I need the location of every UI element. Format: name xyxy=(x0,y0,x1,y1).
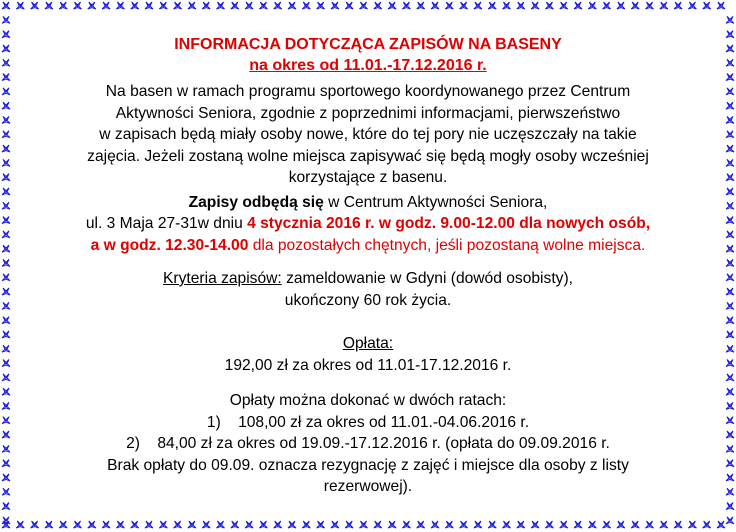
star-ornament-icon xyxy=(217,521,225,528)
fee-value: 192,00 zł za okres od 11.01-17.12.2016 r. xyxy=(224,356,512,374)
star-ornament-icon xyxy=(726,131,734,138)
star-ornament-icon xyxy=(560,2,568,9)
star-ornament-icon xyxy=(726,360,734,367)
star-ornament-icon xyxy=(259,2,267,9)
star-ornament-icon xyxy=(445,521,453,528)
star-ornament-icon xyxy=(2,374,10,381)
star-ornament-icon xyxy=(2,288,10,295)
star-ornament-icon xyxy=(116,521,124,528)
star-ornament-icon xyxy=(59,2,67,9)
star-ornament-icon xyxy=(2,31,10,38)
star-ornament-icon xyxy=(2,16,10,23)
intro-line-5: korzystające z basenu. xyxy=(288,169,448,186)
star-ornament-icon xyxy=(188,2,196,9)
registration-line-1 xyxy=(20,192,716,214)
star-ornament-icon xyxy=(674,2,682,9)
star-ornament-icon xyxy=(31,2,39,9)
star-ornament-icon xyxy=(374,2,382,9)
star-ornament-icon xyxy=(2,259,10,266)
star-ornament-icon xyxy=(2,388,10,395)
star-ornament-icon xyxy=(102,521,110,528)
star-ornament-icon xyxy=(2,488,10,495)
star-ornament-icon xyxy=(726,102,734,109)
star-ornament-icon xyxy=(2,188,10,195)
star-ornament-icon xyxy=(2,517,10,524)
star-ornament-icon xyxy=(2,345,10,352)
star-ornament-icon xyxy=(726,460,734,467)
star-ornament-icon xyxy=(317,2,325,9)
star-ornament-icon xyxy=(131,521,139,528)
star-ornament-icon xyxy=(603,521,611,528)
star-ornament-icon xyxy=(45,2,53,9)
title-line-1: INFORMACJA DOTYCZĄCA ZAPISÓW NA BASENY xyxy=(174,36,562,53)
star-ornament-icon xyxy=(45,521,53,528)
star-ornament-icon xyxy=(717,521,725,528)
registration-line-3 xyxy=(20,235,716,257)
fee-label: Opłata: xyxy=(342,335,394,352)
star-ornament-icon xyxy=(726,417,734,424)
star-ornament-icon xyxy=(545,521,553,528)
star-ornament-icon xyxy=(531,521,539,528)
star-ornament-icon xyxy=(660,2,668,9)
registration-place: w Centrum Aktywności Seniora, xyxy=(323,193,548,211)
star-ornament-icon xyxy=(2,45,10,52)
star-ornament-icon xyxy=(2,274,10,281)
star-ornament-icon xyxy=(2,145,10,152)
star-ornament-icon xyxy=(159,2,167,9)
notice-title xyxy=(20,34,716,76)
star-ornament-icon xyxy=(2,159,10,166)
installments-note-1: Brak opłaty do 09.09. oznacza rezygnację z zajęć i miejsce dla osoby z listy xyxy=(107,456,629,474)
star-ornament-icon xyxy=(317,521,325,528)
star-ornament-icon xyxy=(726,503,734,510)
star-ornament-icon xyxy=(726,231,734,238)
star-ornament-icon xyxy=(2,217,10,224)
criteria-text: zameldowanie w Gdyni (dowód osobisty), xyxy=(281,270,573,287)
intro-line-3: w zapisach będą miały osoby nowe, które do tej pory nie uczęszczały na takie xyxy=(99,126,637,143)
star-ornament-icon xyxy=(2,2,10,9)
star-ornament-icon xyxy=(646,2,654,9)
star-ornament-icon xyxy=(726,302,734,309)
star-ornament-icon xyxy=(259,521,267,528)
star-ornament-icon xyxy=(74,521,82,528)
star-ornament-icon xyxy=(726,74,734,81)
star-ornament-icon xyxy=(174,521,182,528)
star-ornament-icon xyxy=(59,521,67,528)
star-ornament-icon xyxy=(717,2,725,9)
star-ornament-icon xyxy=(726,402,734,409)
star-ornament-icon xyxy=(2,59,10,66)
intro-line-4: zajęcia. Jeżeli zostaną wolne miejsca zapisywać się będą mogły osoby wcześniej xyxy=(87,147,649,165)
notice-body xyxy=(20,34,716,498)
star-ornament-icon xyxy=(431,2,439,9)
star-ornament-icon xyxy=(674,521,682,528)
star-ornament-icon xyxy=(2,131,10,138)
star-ornament-icon xyxy=(288,2,296,9)
star-ornament-icon xyxy=(703,521,711,528)
star-ornament-icon xyxy=(331,521,339,528)
star-ornament-icon xyxy=(360,521,368,528)
star-ornament-icon xyxy=(431,521,439,528)
star-ornament-icon xyxy=(2,360,10,367)
star-ornament-icon xyxy=(274,521,282,528)
star-ornament-icon xyxy=(445,2,453,9)
star-ornament-icon xyxy=(460,521,468,528)
star-ornament-icon xyxy=(88,2,96,9)
star-ornament-icon xyxy=(31,521,39,528)
star-ornament-icon xyxy=(302,2,310,9)
star-ornament-icon xyxy=(588,521,596,528)
registration-line-2 xyxy=(20,213,716,235)
star-ornament-icon xyxy=(188,521,196,528)
star-ornament-icon xyxy=(726,188,734,195)
star-ornament-icon xyxy=(726,116,734,123)
star-ornament-icon xyxy=(145,521,153,528)
star-ornament-icon xyxy=(726,145,734,152)
star-ornament-icon xyxy=(488,2,496,9)
registration-address: ul. 3 Maja 27-31w dniu xyxy=(85,215,248,232)
title-line-2: na okres od 11.01.-17.12.2016 r. xyxy=(249,57,487,74)
star-ornament-icon xyxy=(726,317,734,324)
star-ornament-icon xyxy=(588,2,596,9)
criteria-label: Kryteria zapisów: xyxy=(163,270,282,287)
star-ornament-icon xyxy=(474,2,482,9)
star-ornament-icon xyxy=(726,331,734,338)
star-ornament-icon xyxy=(631,2,639,9)
star-ornament-icon xyxy=(231,521,239,528)
installment-item-1: 1) 108,00 zł za okres od 11.01.-04.06.2016 r. xyxy=(206,413,530,431)
star-ornament-icon xyxy=(2,474,10,481)
star-ornament-icon xyxy=(231,2,239,9)
star-ornament-icon xyxy=(726,59,734,66)
star-ornament-icon xyxy=(703,2,711,9)
star-ornament-icon xyxy=(2,174,10,181)
star-ornament-icon xyxy=(245,521,253,528)
star-ornament-icon xyxy=(531,2,539,9)
star-ornament-icon xyxy=(159,521,167,528)
star-ornament-icon xyxy=(288,521,296,528)
star-ornament-icon xyxy=(688,521,696,528)
star-ornament-icon xyxy=(374,521,382,528)
star-ornament-icon xyxy=(102,2,110,9)
star-ornament-icon xyxy=(2,402,10,409)
star-ornament-icon xyxy=(402,2,410,9)
star-ornament-icon xyxy=(726,474,734,481)
criteria-line-2: ukończony 60 rok życia. xyxy=(284,291,452,309)
star-ornament-icon xyxy=(131,2,139,9)
star-ornament-icon xyxy=(331,2,339,9)
star-ornament-icon xyxy=(388,521,396,528)
star-ornament-icon xyxy=(274,2,282,9)
star-ornament-icon xyxy=(545,2,553,9)
star-ornament-icon xyxy=(726,16,734,23)
star-ornament-icon xyxy=(460,2,468,9)
star-ornament-icon xyxy=(388,2,396,9)
registration-lead: Zapisy odbędą się xyxy=(188,193,324,211)
star-ornament-icon xyxy=(726,274,734,281)
installments-intro: Opłaty można dokonać w dwóch ratach: xyxy=(229,392,507,409)
star-ornament-icon xyxy=(574,2,582,9)
star-ornament-icon xyxy=(2,331,10,338)
star-ornament-icon xyxy=(345,2,353,9)
star-ornament-icon xyxy=(726,159,734,166)
star-ornament-icon xyxy=(145,2,153,9)
star-ornament-icon xyxy=(245,2,253,9)
intro-line-2: Aktywności Seniora, zgodnie z poprzednimi informacjami, pierwszeństwo xyxy=(115,104,621,122)
star-ornament-icon xyxy=(345,521,353,528)
star-ornament-icon xyxy=(360,2,368,9)
star-ornament-icon xyxy=(2,74,10,81)
star-ornament-icon xyxy=(402,521,410,528)
star-ornament-icon xyxy=(2,302,10,309)
star-ornament-icon xyxy=(417,2,425,9)
star-ornament-icon xyxy=(2,102,10,109)
star-ornament-icon xyxy=(2,202,10,209)
star-ornament-icon xyxy=(574,521,582,528)
star-ornament-icon xyxy=(74,2,82,9)
star-ornament-icon xyxy=(603,2,611,9)
star-ornament-icon xyxy=(2,231,10,238)
star-ornament-icon xyxy=(2,88,10,95)
star-ornament-icon xyxy=(217,2,225,9)
star-ornament-icon xyxy=(116,2,124,9)
star-ornament-icon xyxy=(660,521,668,528)
star-ornament-icon xyxy=(2,116,10,123)
star-ornament-icon xyxy=(726,88,734,95)
star-ornament-icon xyxy=(88,521,96,528)
star-ornament-icon xyxy=(726,245,734,252)
star-ornament-icon xyxy=(726,202,734,209)
star-ornament-icon xyxy=(302,521,310,528)
star-ornament-icon xyxy=(202,2,210,9)
star-ornament-icon xyxy=(417,521,425,528)
star-ornament-icon xyxy=(2,460,10,467)
star-ornament-icon xyxy=(726,388,734,395)
star-ornament-icon xyxy=(726,445,734,452)
criteria-line-1 xyxy=(20,268,716,290)
star-ornament-icon xyxy=(726,374,734,381)
star-ornament-icon xyxy=(2,245,10,252)
star-ornament-icon xyxy=(202,521,210,528)
star-ornament-icon xyxy=(16,521,24,528)
star-ornament-icon xyxy=(726,431,734,438)
star-ornament-icon xyxy=(646,521,654,528)
installment-item-2: 2) 84,00 zł za okres od 19.09.-17.12.2016 r. (opłata do 09.09.2016 r. xyxy=(126,435,610,452)
star-ornament-icon xyxy=(503,2,511,9)
star-ornament-icon xyxy=(503,521,511,528)
star-ornament-icon xyxy=(726,45,734,52)
star-ornament-icon xyxy=(726,217,734,224)
star-ornament-icon xyxy=(517,2,525,9)
star-ornament-icon xyxy=(16,2,24,9)
installments-note-2: rezerwowej). xyxy=(323,478,413,495)
star-ornament-icon xyxy=(726,259,734,266)
star-ornament-icon xyxy=(2,503,10,510)
star-ornament-icon xyxy=(726,174,734,181)
star-ornament-icon xyxy=(617,521,625,528)
registration-date-new: 4 stycznia 2016 r. w godz. 9.00-12.00 dla nowych osób, xyxy=(247,215,651,232)
intro-line-1: Na basen w ramach programu sportowego koordynowanego przez Centrum xyxy=(105,83,631,100)
star-ornament-icon xyxy=(688,2,696,9)
star-ornament-icon xyxy=(2,317,10,324)
star-ornament-icon xyxy=(726,488,734,495)
star-ornament-icon xyxy=(617,2,625,9)
star-ornament-icon xyxy=(560,521,568,528)
star-ornament-icon xyxy=(726,31,734,38)
star-ornament-icon xyxy=(488,521,496,528)
star-ornament-icon xyxy=(474,521,482,528)
star-ornament-icon xyxy=(517,521,525,528)
registration-hours-others: a w godz. 12.30-14.00 xyxy=(90,236,249,254)
star-ornament-icon xyxy=(174,2,182,9)
star-ornament-icon xyxy=(2,417,10,424)
star-ornament-icon xyxy=(726,345,734,352)
star-ornament-icon xyxy=(631,521,639,528)
star-ornament-icon xyxy=(2,445,10,452)
star-ornament-icon xyxy=(726,288,734,295)
registration-others-text: dla pozostałych chętnych, jeśli pozostaną wolne miejsca. xyxy=(248,236,646,254)
star-ornament-icon xyxy=(2,431,10,438)
star-ornament-icon xyxy=(726,517,734,524)
